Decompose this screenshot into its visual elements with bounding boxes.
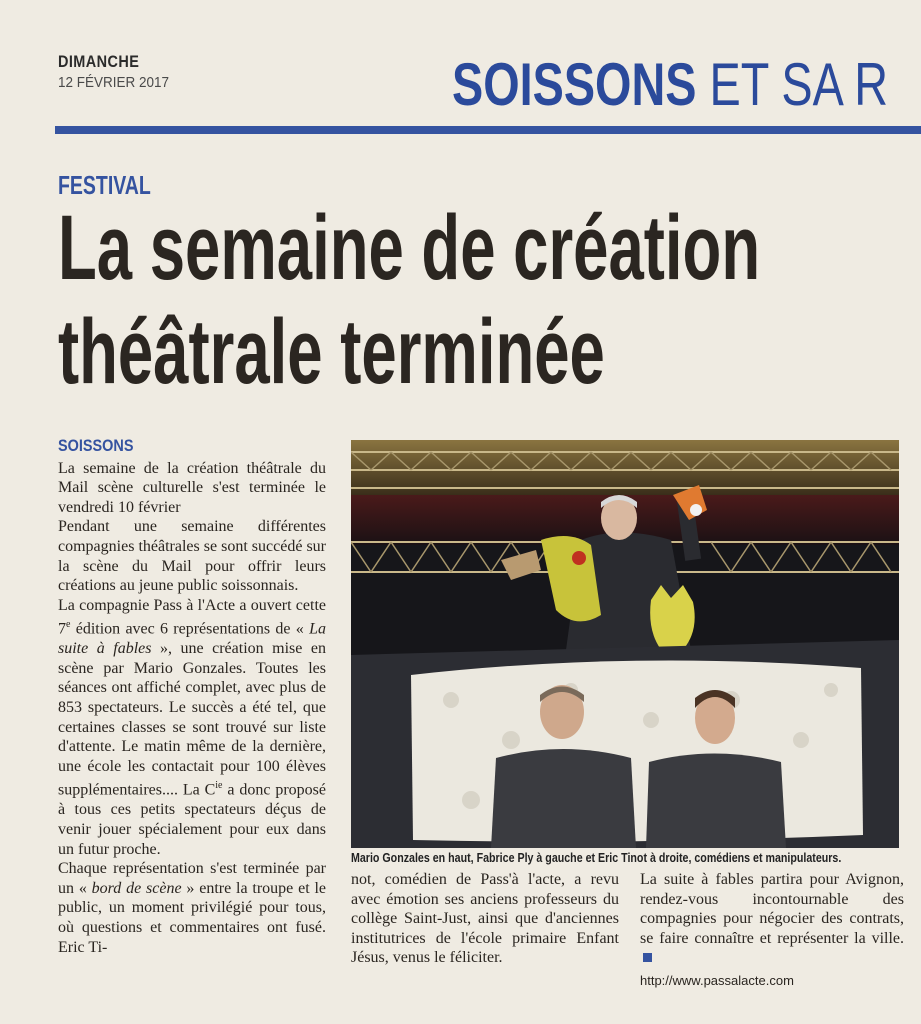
company-website-link[interactable]: http://www.passalacte.com <box>640 972 794 988</box>
issue-date: 12 FÉVRIER 2017 <box>58 74 170 91</box>
article-dateline: SOISSONS <box>58 436 134 455</box>
paragraph-1: La semaine de la création théâtrale du Mail scène culturelle s'est terminée le vendredi 10 février <box>58 459 326 516</box>
article-column-2 <box>351 870 619 968</box>
headline-line-1: La semaine de création <box>58 197 761 299</box>
article-headline <box>58 196 817 404</box>
paragraph-4-continued: not, comédien de Pass'à l'acte, a revu avec émotion ses anciens professeurs du collège Saint-Just, ainsi que d'anciennes institutrices de l'école primaire Enfant Jésus, venus le féliciter. <box>351 871 619 967</box>
paragraph-3: La compagnie Pass à l'Acte a ouvert cette 7e édition avec 6 représentations de « La suite à fables », une création mise en scène par Mario Gonzales. Toutes les séances ont affiché complet, avec plus de 853 spectateurs. Le succès a été tel, que certaines classes se sont trouvé sur liste d'attente. Le matin même de la dernière, une école les contactait pour 100 élèves supplémentaires.... La $C^{ie}$ a donc proposé à tous ces petits spectateurs déçus de venir jouer spécialement pour eux dans un futur proche. <box>58 596 327 858</box>
paragraph-4: Chaque représentation s'est terminée par un « bord de scène » entre la troupe et le public, un moment privilégié pour tous, où questions et commentaires ont fusé. Eric Ti- <box>58 860 327 956</box>
header-rule <box>55 126 921 134</box>
article-column-1 <box>58 436 326 957</box>
article-kicker: FESTIVAL <box>58 170 151 200</box>
section-title-light: ET SA R <box>709 51 889 118</box>
end-of-article-mark <box>643 953 652 962</box>
bord-de-scene-term: bord de scène <box>91 879 182 897</box>
paragraph-5: La suite à fables partira pour Avignon, rendez-vous incontournable des compagnies pour négocier des contrats, se faire connaître et représenter la ville. <box>640 870 904 968</box>
issue-info <box>58 52 181 91</box>
section-title <box>452 52 888 118</box>
paragraph-2: Pendant une semaine différentes compagnies théâtrales se sont succédé sur la scène du Mail pour offrir leurs créations au jeune public soissonnais. <box>58 518 326 595</box>
show-title: La suite à fables <box>58 620 326 658</box>
photo-caption: Mario Gonzales en haut, Fabrice Ply à gauche et Eric Tinot à droite, comédiens et manipulateurs. <box>351 850 842 865</box>
article-column-3 <box>640 870 904 991</box>
headline-line-2: théâtrale terminée <box>58 301 605 403</box>
issue-day: DIMANCHE <box>58 52 140 71</box>
article-photo <box>351 440 899 848</box>
section-title-bold: SOISSONS <box>452 51 697 118</box>
